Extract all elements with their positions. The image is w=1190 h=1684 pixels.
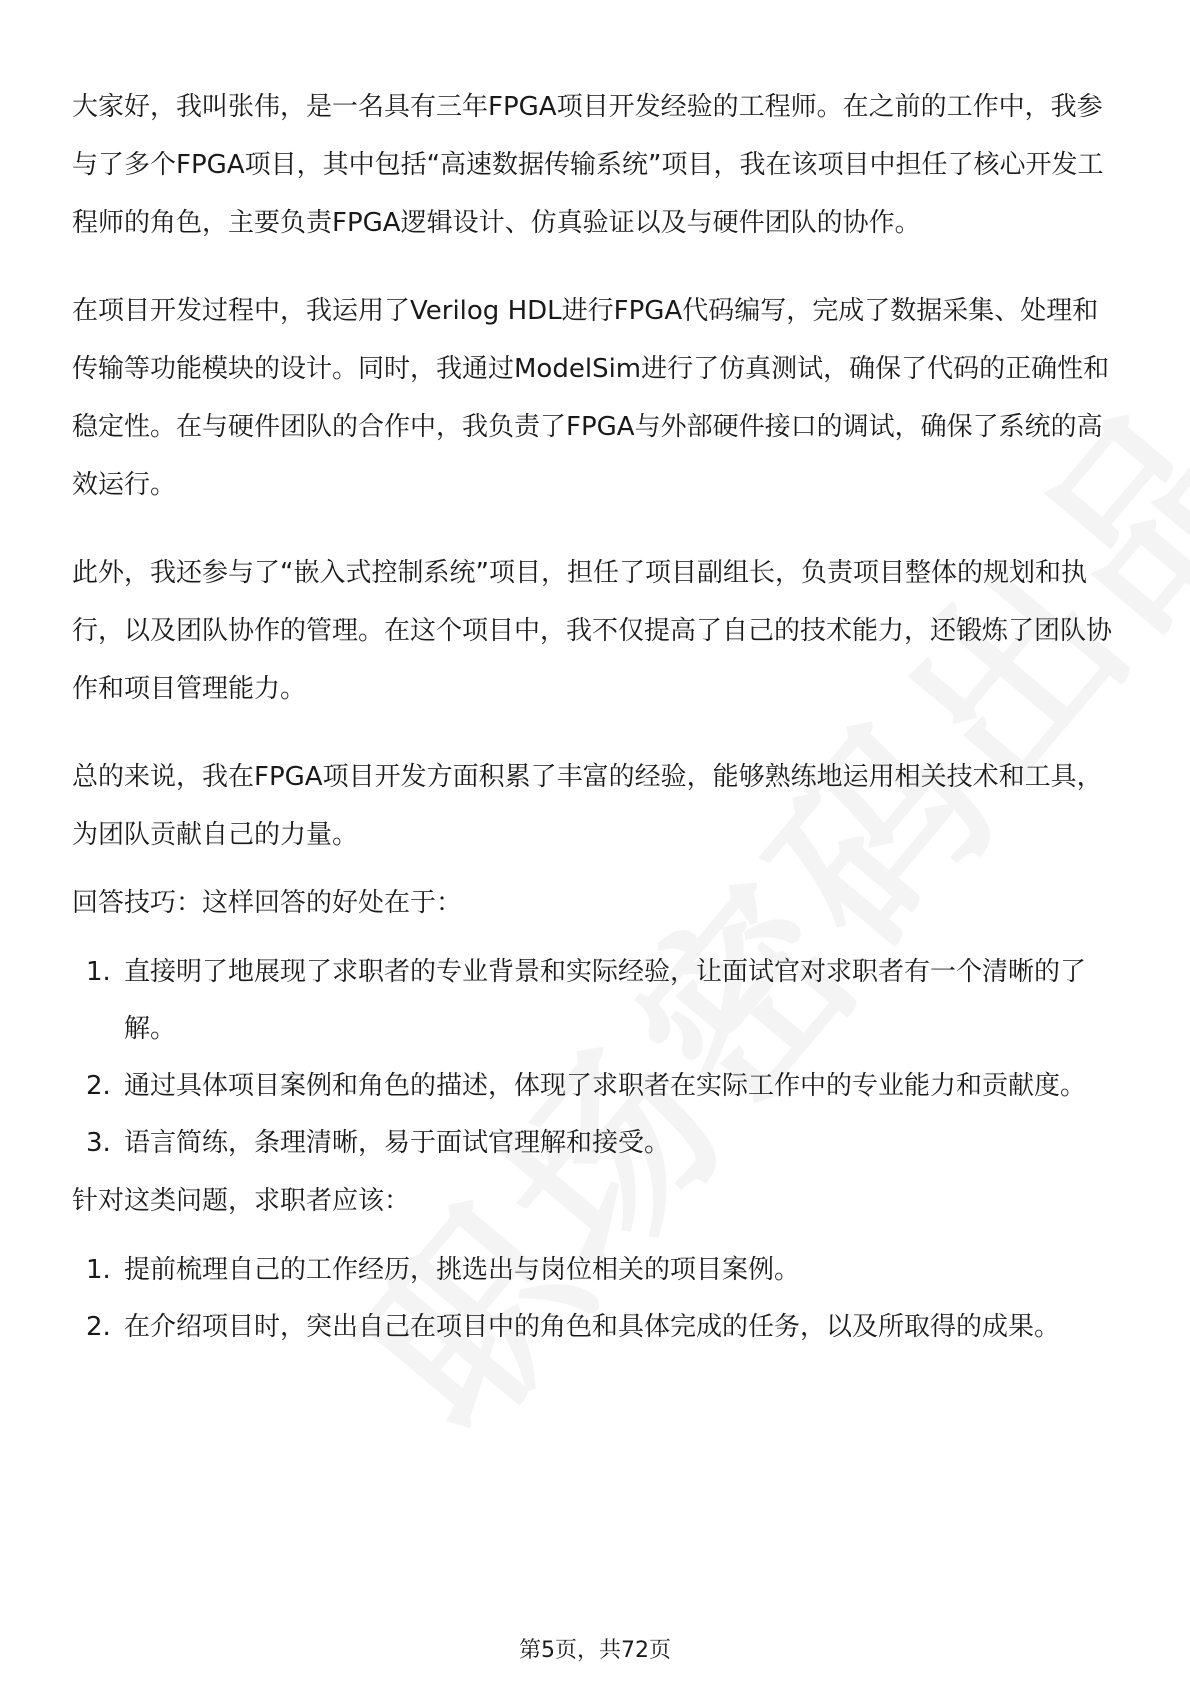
document-body bbox=[72, 78, 1118, 1356]
list-number: 2. bbox=[86, 1312, 111, 1342]
list-text: 在介绍项目时，突出自己在项目中的角色和具体完成的任务，以及所取得的成果。 bbox=[124, 1312, 1061, 1342]
list-item bbox=[72, 1058, 1118, 1115]
list-item bbox=[72, 944, 1118, 1058]
list-number: 2. bbox=[86, 1071, 111, 1101]
advice-list bbox=[72, 1242, 1118, 1356]
list-text: 提前梳理自己的工作经历，挑选出与岗位相关的项目案例。 bbox=[124, 1255, 801, 1285]
list-item bbox=[72, 1242, 1118, 1299]
list-item bbox=[72, 1115, 1118, 1172]
paragraph-intro: 大家好，我叫张伟，是一名具有三年FPGA项目开发经验的工程师。在之前的工作中，我参与了多个FPGA项目，其中包括“高速数据传输系统”项目，我在该项目中担任了核心开发工程师的角色，主要负责FPGA逻辑设计、仿真验证以及与硬件团队的协作。 bbox=[72, 92, 1104, 238]
advice-heading: 针对这类问题，求职者应该： bbox=[72, 1186, 411, 1216]
tips-list bbox=[72, 944, 1118, 1172]
paragraph-development: 在项目开发过程中，我运用了Verilog HDL进行FPGA代码编写，完成了数据采集、处理和传输等功能模块的设计。同时，我通过ModelSim进行了仿真测试，确保了代码的正确性和稳定性。在与硬件团队的合作中，我负责了FPGA与外部硬件接口的调试，确保了系统的高效运行。 bbox=[72, 296, 1110, 500]
page-footer: 第5页，共72页 bbox=[519, 1638, 671, 1663]
list-number: 3. bbox=[86, 1128, 111, 1158]
list-text: 通过具体项目案例和角色的描述，体现了求职者在实际工作中的专业能力和贡献度。 bbox=[124, 1071, 1087, 1101]
list-text: 直接明了地展现了求职者的专业背景和实际经验，让面试官对求职者有一个清晰的了解。 bbox=[124, 957, 1087, 1044]
paragraph-additional: 此外，我还参与了“嵌入式控制系统”项目，担任了项目副组长，负责项目整体的规划和执行，以及团队协作的管理。在这个项目中，我不仅提高了自己的技术能力，还锻炼了团队协作和项目管理能力。 bbox=[72, 558, 1113, 704]
paragraph-summary: 总的来说，我在FPGA项目开发方面积累了丰富的经验，能够熟练地运用相关技术和工具，为团队贡献自己的力量。 bbox=[72, 762, 1103, 850]
tips-heading: 回答技巧：这样回答的好处在于： bbox=[72, 888, 463, 918]
list-number: 1. bbox=[86, 1255, 111, 1285]
list-text: 语言简练，条理清晰，易于面试官理解和接受。 bbox=[124, 1128, 671, 1158]
list-item bbox=[72, 1299, 1118, 1356]
list-number: 1. bbox=[86, 957, 111, 987]
